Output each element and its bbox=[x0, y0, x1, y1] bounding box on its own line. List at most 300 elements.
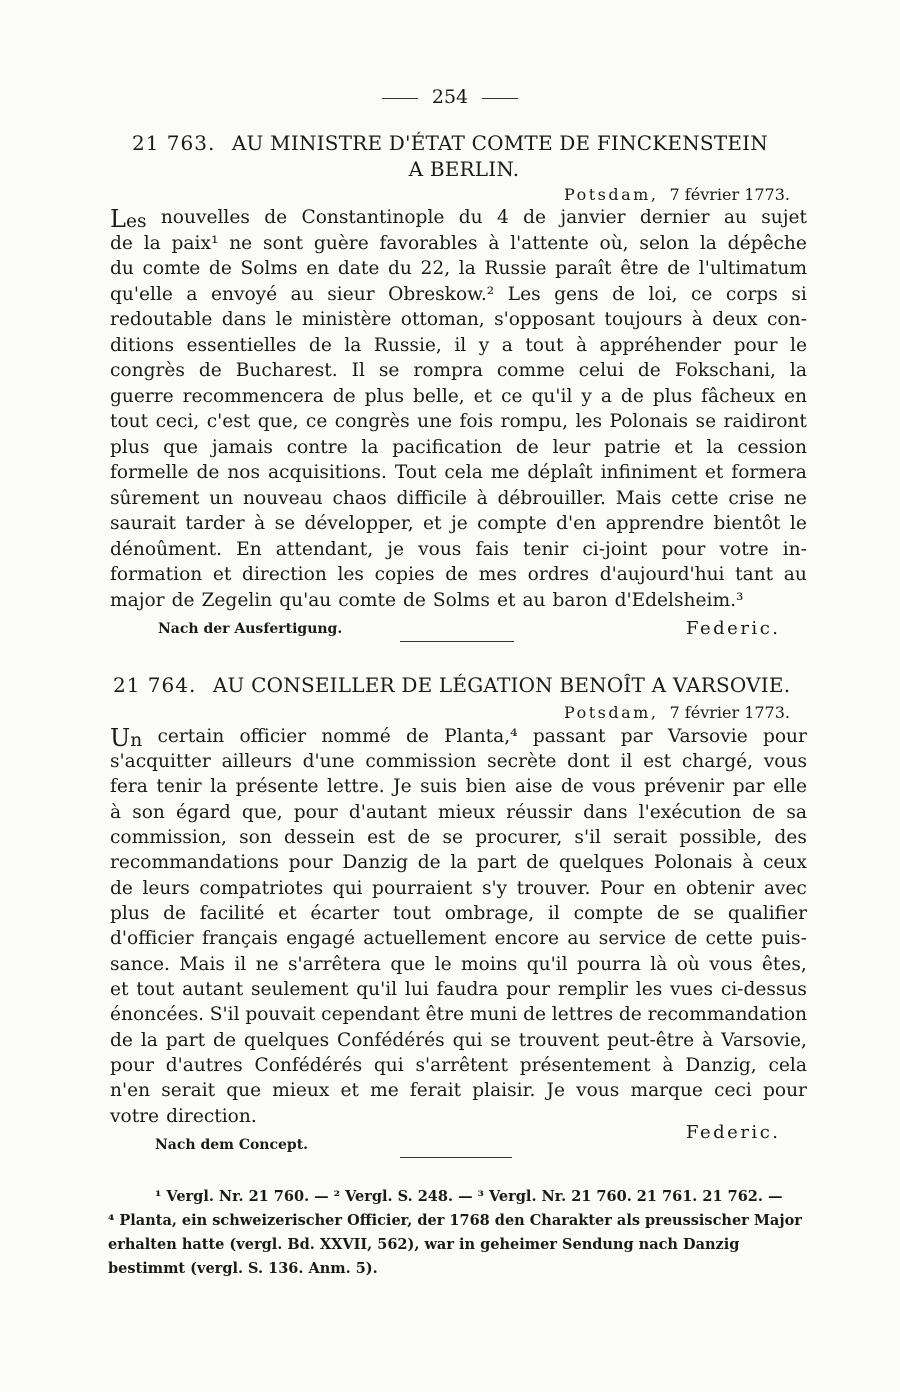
word: de bbox=[407, 827, 431, 848]
page-number-dash-left bbox=[382, 98, 418, 99]
letter-1-heading-line1: AU MINISTRE D'ÉTAT COMTE DE FINCKENSTEIN bbox=[231, 131, 768, 155]
word: pouvait bbox=[245, 1004, 316, 1025]
letter-1-place: Potsdam, bbox=[564, 185, 659, 204]
word: le bbox=[275, 309, 293, 330]
letter-1-signature: Federic. bbox=[686, 618, 781, 639]
word: la bbox=[458, 258, 476, 279]
word: acquisitions. bbox=[268, 462, 387, 483]
word: Mais bbox=[615, 488, 662, 509]
letter-1-line bbox=[110, 284, 807, 305]
word: encore bbox=[494, 928, 559, 949]
word: Confédérés bbox=[337, 1030, 445, 1051]
word: ditions bbox=[110, 335, 174, 356]
word: comte bbox=[142, 258, 201, 279]
word: ferait bbox=[409, 1080, 462, 1101]
word: difficile bbox=[396, 488, 467, 509]
word: de bbox=[523, 207, 547, 228]
word: vous bbox=[418, 539, 462, 560]
word: tant bbox=[735, 564, 774, 585]
word: attendant, bbox=[275, 539, 374, 560]
word: de bbox=[332, 386, 356, 407]
word: de bbox=[417, 852, 441, 873]
word: fais bbox=[475, 539, 509, 560]
word: recommandation bbox=[647, 1004, 807, 1025]
word: où, bbox=[599, 233, 629, 254]
word: s'il bbox=[574, 827, 601, 848]
word: paraît bbox=[555, 258, 612, 279]
word: débrouiller. bbox=[497, 488, 606, 509]
word: toujours bbox=[604, 309, 683, 330]
word: loi, bbox=[648, 284, 678, 305]
word: suis bbox=[420, 776, 458, 797]
word: dans bbox=[221, 309, 267, 330]
word: contre bbox=[286, 437, 348, 458]
letter-2-dateline bbox=[564, 703, 790, 722]
word: formelle bbox=[110, 462, 189, 483]
word: à bbox=[702, 1030, 714, 1051]
word: me bbox=[490, 462, 520, 483]
word: actuellement bbox=[363, 928, 487, 949]
word: s'y bbox=[481, 878, 508, 899]
word: patrie bbox=[604, 437, 661, 458]
word: d'aujourd'hui bbox=[599, 564, 725, 585]
word: guerre bbox=[110, 386, 174, 407]
word: nouveau bbox=[243, 488, 323, 509]
word: paix¹ bbox=[171, 233, 219, 254]
letter-2-line bbox=[110, 954, 807, 975]
word: janvier bbox=[560, 207, 626, 228]
word: crise bbox=[728, 488, 775, 509]
word: procurer, bbox=[475, 827, 563, 848]
footnote-line: erhalten hatte (vergl. Bd. XXVII, 562), war in geheimer Sendung nach Danzig bbox=[108, 1236, 740, 1253]
word: de bbox=[618, 1004, 642, 1025]
letter-2-line bbox=[110, 726, 807, 751]
word: se bbox=[693, 903, 715, 924]
word: vous bbox=[763, 751, 807, 772]
word: Tout bbox=[394, 462, 437, 483]
word: selon bbox=[639, 233, 690, 254]
word: vous bbox=[576, 1080, 620, 1101]
word: trouvent bbox=[518, 1030, 600, 1051]
word: s'arrêtera bbox=[288, 954, 381, 975]
letter-1-line bbox=[110, 437, 807, 458]
word: qu'au bbox=[279, 590, 332, 611]
word: pour bbox=[110, 1055, 154, 1076]
word: dans bbox=[583, 802, 628, 823]
word: écarter bbox=[310, 903, 380, 924]
word: c'est bbox=[206, 411, 251, 432]
word: remplir bbox=[557, 979, 629, 1000]
word: raidiront bbox=[723, 411, 807, 432]
word: ottoman, bbox=[400, 309, 485, 330]
word: de bbox=[308, 335, 332, 356]
word: lui bbox=[404, 979, 429, 1000]
word: votre bbox=[719, 539, 769, 560]
letter-2-line bbox=[110, 827, 807, 848]
letter-2-date: 7 février 1773. bbox=[669, 703, 790, 722]
word: se bbox=[442, 827, 464, 848]
letter-2-line bbox=[110, 1080, 807, 1101]
word: plus bbox=[652, 386, 693, 407]
word: deux bbox=[712, 309, 758, 330]
word: au bbox=[522, 590, 546, 611]
word: il bbox=[547, 903, 560, 924]
word: ombrage, bbox=[444, 903, 535, 924]
word: en bbox=[653, 878, 677, 899]
letter-1-line bbox=[110, 335, 807, 356]
word: date bbox=[337, 258, 380, 279]
word: de bbox=[196, 462, 220, 483]
word: à bbox=[254, 513, 266, 534]
word: la bbox=[789, 360, 807, 381]
letter-1-line bbox=[110, 233, 807, 254]
word: l'attente bbox=[510, 233, 589, 254]
word: de bbox=[402, 590, 426, 611]
word: de bbox=[406, 726, 429, 747]
word: Planta,⁴ bbox=[444, 726, 518, 747]
word: ci-joint bbox=[582, 539, 648, 560]
word: pour bbox=[506, 979, 551, 1000]
word: du bbox=[110, 258, 134, 279]
word: comte bbox=[338, 590, 396, 611]
word: comme bbox=[496, 360, 565, 381]
word: là bbox=[650, 954, 668, 975]
word: de bbox=[752, 802, 776, 823]
word: envoyé bbox=[210, 284, 278, 305]
word: vous bbox=[592, 776, 636, 797]
letter-2-place: Potsdam, bbox=[564, 703, 659, 722]
letter-1-line bbox=[110, 258, 807, 279]
word: ne bbox=[783, 488, 807, 509]
letter-2-line bbox=[110, 802, 807, 823]
word: formera bbox=[731, 462, 807, 483]
letter-1-date: 7 février 1773. bbox=[669, 185, 790, 204]
word: à bbox=[691, 309, 703, 330]
word: direction. bbox=[166, 1106, 257, 1127]
word: en bbox=[783, 386, 807, 407]
word: appréhender bbox=[599, 335, 722, 356]
word: mieux bbox=[272, 1080, 330, 1101]
word: et bbox=[110, 979, 129, 1000]
word: Polonais bbox=[609, 411, 689, 432]
word: in- bbox=[782, 539, 807, 560]
word: favorables bbox=[379, 233, 478, 254]
word: présente bbox=[235, 776, 319, 797]
word: par bbox=[732, 776, 765, 797]
footnote-line: ⁴ Planta, ein schweizerischer Officier, der 1768 den Charakter als preussischer Major bbox=[108, 1212, 802, 1229]
word: dernier bbox=[639, 207, 710, 228]
word: tout bbox=[110, 411, 149, 432]
word: du bbox=[458, 207, 483, 228]
word: tout bbox=[392, 903, 431, 924]
word: tenir bbox=[523, 539, 569, 560]
page-number-dash-right bbox=[482, 98, 518, 99]
word: n'en bbox=[110, 1080, 151, 1101]
word: et bbox=[423, 513, 442, 534]
word: infiniment bbox=[600, 462, 697, 483]
word: y bbox=[478, 335, 490, 356]
word: Les bbox=[507, 284, 541, 305]
word: qu'il bbox=[356, 979, 398, 1000]
word: ce bbox=[690, 284, 713, 305]
letter-2-line bbox=[110, 928, 807, 949]
word: Russie bbox=[484, 258, 547, 279]
word: plus bbox=[110, 903, 150, 924]
word: et bbox=[278, 903, 297, 924]
word: gens bbox=[554, 284, 599, 305]
word: que bbox=[390, 954, 426, 975]
word: la bbox=[344, 335, 362, 356]
word: d'autant bbox=[348, 802, 427, 823]
word: bien bbox=[465, 776, 507, 797]
word: une bbox=[417, 411, 453, 432]
word: présentement bbox=[519, 1055, 651, 1076]
letter-2-line bbox=[110, 903, 807, 924]
word: fâcheux bbox=[701, 386, 775, 407]
word: engagé bbox=[286, 928, 355, 949]
word: ailleurs bbox=[221, 751, 292, 772]
word: dont bbox=[567, 751, 610, 772]
letter-2-line bbox=[110, 776, 807, 797]
word: et bbox=[212, 564, 232, 585]
word: qu'il bbox=[526, 954, 568, 975]
word: et bbox=[340, 1080, 359, 1101]
word: que, bbox=[241, 802, 283, 823]
word: que, bbox=[257, 411, 299, 432]
word: Fokschani, bbox=[674, 360, 776, 381]
word: Solms bbox=[432, 590, 490, 611]
word: de bbox=[620, 386, 644, 407]
word: qualifier bbox=[727, 903, 807, 924]
word: est bbox=[643, 751, 672, 772]
word: de bbox=[667, 258, 691, 279]
word: compte bbox=[573, 903, 644, 924]
word: dénoûment. bbox=[110, 539, 223, 560]
word: sont bbox=[262, 233, 304, 254]
word: et bbox=[496, 590, 516, 611]
word: qu'il bbox=[531, 386, 573, 407]
word: les bbox=[337, 564, 364, 585]
word: apprendre bbox=[605, 513, 705, 534]
word: ceux bbox=[763, 852, 807, 873]
word: au bbox=[567, 928, 591, 949]
word: y bbox=[581, 386, 592, 407]
word: part bbox=[477, 852, 517, 873]
word: au bbox=[723, 207, 747, 228]
word: de bbox=[171, 590, 195, 611]
word: passant bbox=[532, 726, 606, 747]
word: pour bbox=[288, 852, 333, 873]
word: le bbox=[434, 954, 452, 975]
word: commission, bbox=[110, 827, 227, 848]
word: de bbox=[523, 1004, 547, 1025]
word: secrète bbox=[487, 751, 557, 772]
word: Il bbox=[351, 360, 365, 381]
word: ceci, bbox=[155, 411, 200, 432]
letter-1-line bbox=[110, 488, 807, 509]
word: je bbox=[387, 539, 405, 560]
word: des bbox=[774, 827, 807, 848]
letter-1-line bbox=[110, 539, 807, 560]
word: le bbox=[789, 513, 807, 534]
word: Pour bbox=[600, 878, 644, 899]
word: à bbox=[662, 1055, 674, 1076]
word: qui bbox=[332, 878, 363, 899]
word: pour bbox=[661, 539, 706, 560]
word: et bbox=[674, 437, 693, 458]
word: recommandations bbox=[110, 852, 279, 873]
letter-1-source: Nach der Ausfertigung. bbox=[158, 621, 343, 637]
word: de bbox=[612, 284, 635, 305]
word: qui bbox=[373, 1055, 404, 1076]
word: déplaît bbox=[527, 462, 593, 483]
word: pour bbox=[762, 1080, 807, 1101]
word: congrès bbox=[334, 411, 410, 432]
word: bientôt bbox=[713, 513, 781, 534]
word: certain bbox=[157, 726, 225, 747]
word: se bbox=[378, 360, 400, 381]
word: votre bbox=[110, 1106, 160, 1127]
word: faudra bbox=[436, 979, 499, 1000]
word: pour bbox=[733, 335, 778, 356]
word: En bbox=[236, 539, 262, 560]
word: l'ultimatum bbox=[698, 258, 807, 279]
word: d'une bbox=[302, 751, 355, 772]
word: Russie, bbox=[373, 335, 442, 356]
word: vous bbox=[709, 954, 753, 975]
letter-1-line bbox=[110, 207, 807, 232]
letter-2-line bbox=[110, 751, 807, 772]
word: fera bbox=[110, 776, 148, 797]
word: pour bbox=[293, 802, 338, 823]
word: pourra bbox=[576, 954, 641, 975]
word: par bbox=[620, 726, 653, 747]
word: avec bbox=[763, 878, 807, 899]
word: quelques bbox=[243, 1030, 330, 1051]
word: seulement bbox=[250, 979, 349, 1000]
letter-1-line bbox=[110, 564, 807, 585]
word: Zegelin bbox=[201, 590, 273, 611]
word: se bbox=[274, 513, 296, 534]
word: la bbox=[140, 1030, 158, 1051]
word: commission bbox=[365, 751, 477, 772]
word: que bbox=[226, 1080, 262, 1101]
letter-1-line bbox=[110, 462, 807, 483]
word: recommencera bbox=[182, 386, 324, 407]
word: s'arrêtent bbox=[415, 1055, 508, 1076]
section-divider bbox=[400, 641, 514, 642]
letter-1-line bbox=[110, 411, 807, 432]
letter-2-number: 21 764. bbox=[113, 673, 197, 697]
letter-1-line bbox=[110, 386, 807, 407]
letter-2-source: Nach dem Concept. bbox=[155, 1137, 309, 1153]
word: facilité bbox=[199, 903, 265, 924]
word: congrès bbox=[110, 360, 185, 381]
word: énoncées. bbox=[110, 1004, 205, 1025]
word: rompu, bbox=[500, 411, 569, 432]
word: de bbox=[674, 928, 698, 949]
word: développer, bbox=[304, 513, 414, 534]
word: se bbox=[695, 411, 717, 432]
word: de bbox=[515, 437, 539, 458]
letter-2-line bbox=[110, 1030, 807, 1051]
word: essentielles bbox=[186, 335, 297, 356]
word: cette bbox=[705, 928, 753, 949]
letter-1-number: 21 763. bbox=[132, 131, 216, 155]
word: à bbox=[742, 852, 754, 873]
word: ordres bbox=[527, 564, 590, 585]
word: être bbox=[425, 1004, 465, 1025]
word: il bbox=[620, 751, 633, 772]
word: pour bbox=[762, 726, 807, 747]
word: compatriotes bbox=[199, 878, 324, 899]
word: et bbox=[473, 386, 493, 407]
word: plus bbox=[110, 437, 150, 458]
word: saurait bbox=[110, 513, 176, 534]
word: vues bbox=[670, 979, 714, 1000]
word: rompra bbox=[413, 360, 483, 381]
word: les bbox=[575, 411, 603, 432]
word: dessein bbox=[284, 827, 355, 848]
footnote-line: bestimmt (vergl. S. 136. Anm. 5). bbox=[108, 1260, 378, 1277]
word: français bbox=[201, 928, 278, 949]
word: possible, bbox=[679, 827, 763, 848]
word: réussir bbox=[506, 802, 572, 823]
word: nos bbox=[227, 462, 261, 483]
word: d'autres bbox=[165, 1055, 243, 1076]
word: dépêche bbox=[727, 233, 807, 254]
word: de bbox=[208, 258, 232, 279]
word: de bbox=[264, 207, 288, 228]
word: sieur bbox=[327, 284, 375, 305]
word: trouver. bbox=[516, 878, 591, 899]
word: de bbox=[110, 878, 133, 899]
word: sa bbox=[786, 802, 807, 823]
word: part bbox=[165, 1030, 206, 1051]
word: les bbox=[635, 979, 663, 1000]
word: tarder bbox=[185, 513, 245, 534]
letter-2-line bbox=[110, 1055, 807, 1076]
footnote-line: ¹ Vergl. Nr. 21 760. — ² Vergl. S. 248. — ³ Vergl. Nr. 21 760. 21 761. 21 762. — bbox=[155, 1188, 783, 1205]
word: prévenir bbox=[644, 776, 725, 797]
word: tout bbox=[136, 979, 175, 1000]
word: être bbox=[620, 258, 659, 279]
word: ci-dessus bbox=[720, 979, 807, 1000]
word: Danzig, bbox=[685, 1055, 757, 1076]
word: du bbox=[387, 258, 412, 279]
word: égard bbox=[176, 802, 231, 823]
word: Danzig bbox=[342, 852, 408, 873]
letter-1-heading bbox=[132, 131, 768, 155]
word: Les bbox=[110, 205, 147, 233]
word: leur bbox=[552, 437, 591, 458]
letter-2-line bbox=[110, 1004, 807, 1025]
word: corps bbox=[725, 284, 778, 305]
word: son bbox=[239, 827, 272, 848]
word: baron bbox=[552, 590, 608, 611]
word: et bbox=[704, 462, 724, 483]
word: peut-être bbox=[607, 1030, 695, 1051]
letter-1-line bbox=[110, 513, 807, 534]
letter-1-line bbox=[110, 309, 807, 330]
word: Solms bbox=[240, 258, 298, 279]
word: autant bbox=[182, 979, 244, 1000]
word: a bbox=[186, 284, 198, 305]
word: ministère bbox=[301, 309, 392, 330]
word: à bbox=[110, 802, 122, 823]
word: guère bbox=[313, 233, 369, 254]
word: à bbox=[488, 233, 500, 254]
